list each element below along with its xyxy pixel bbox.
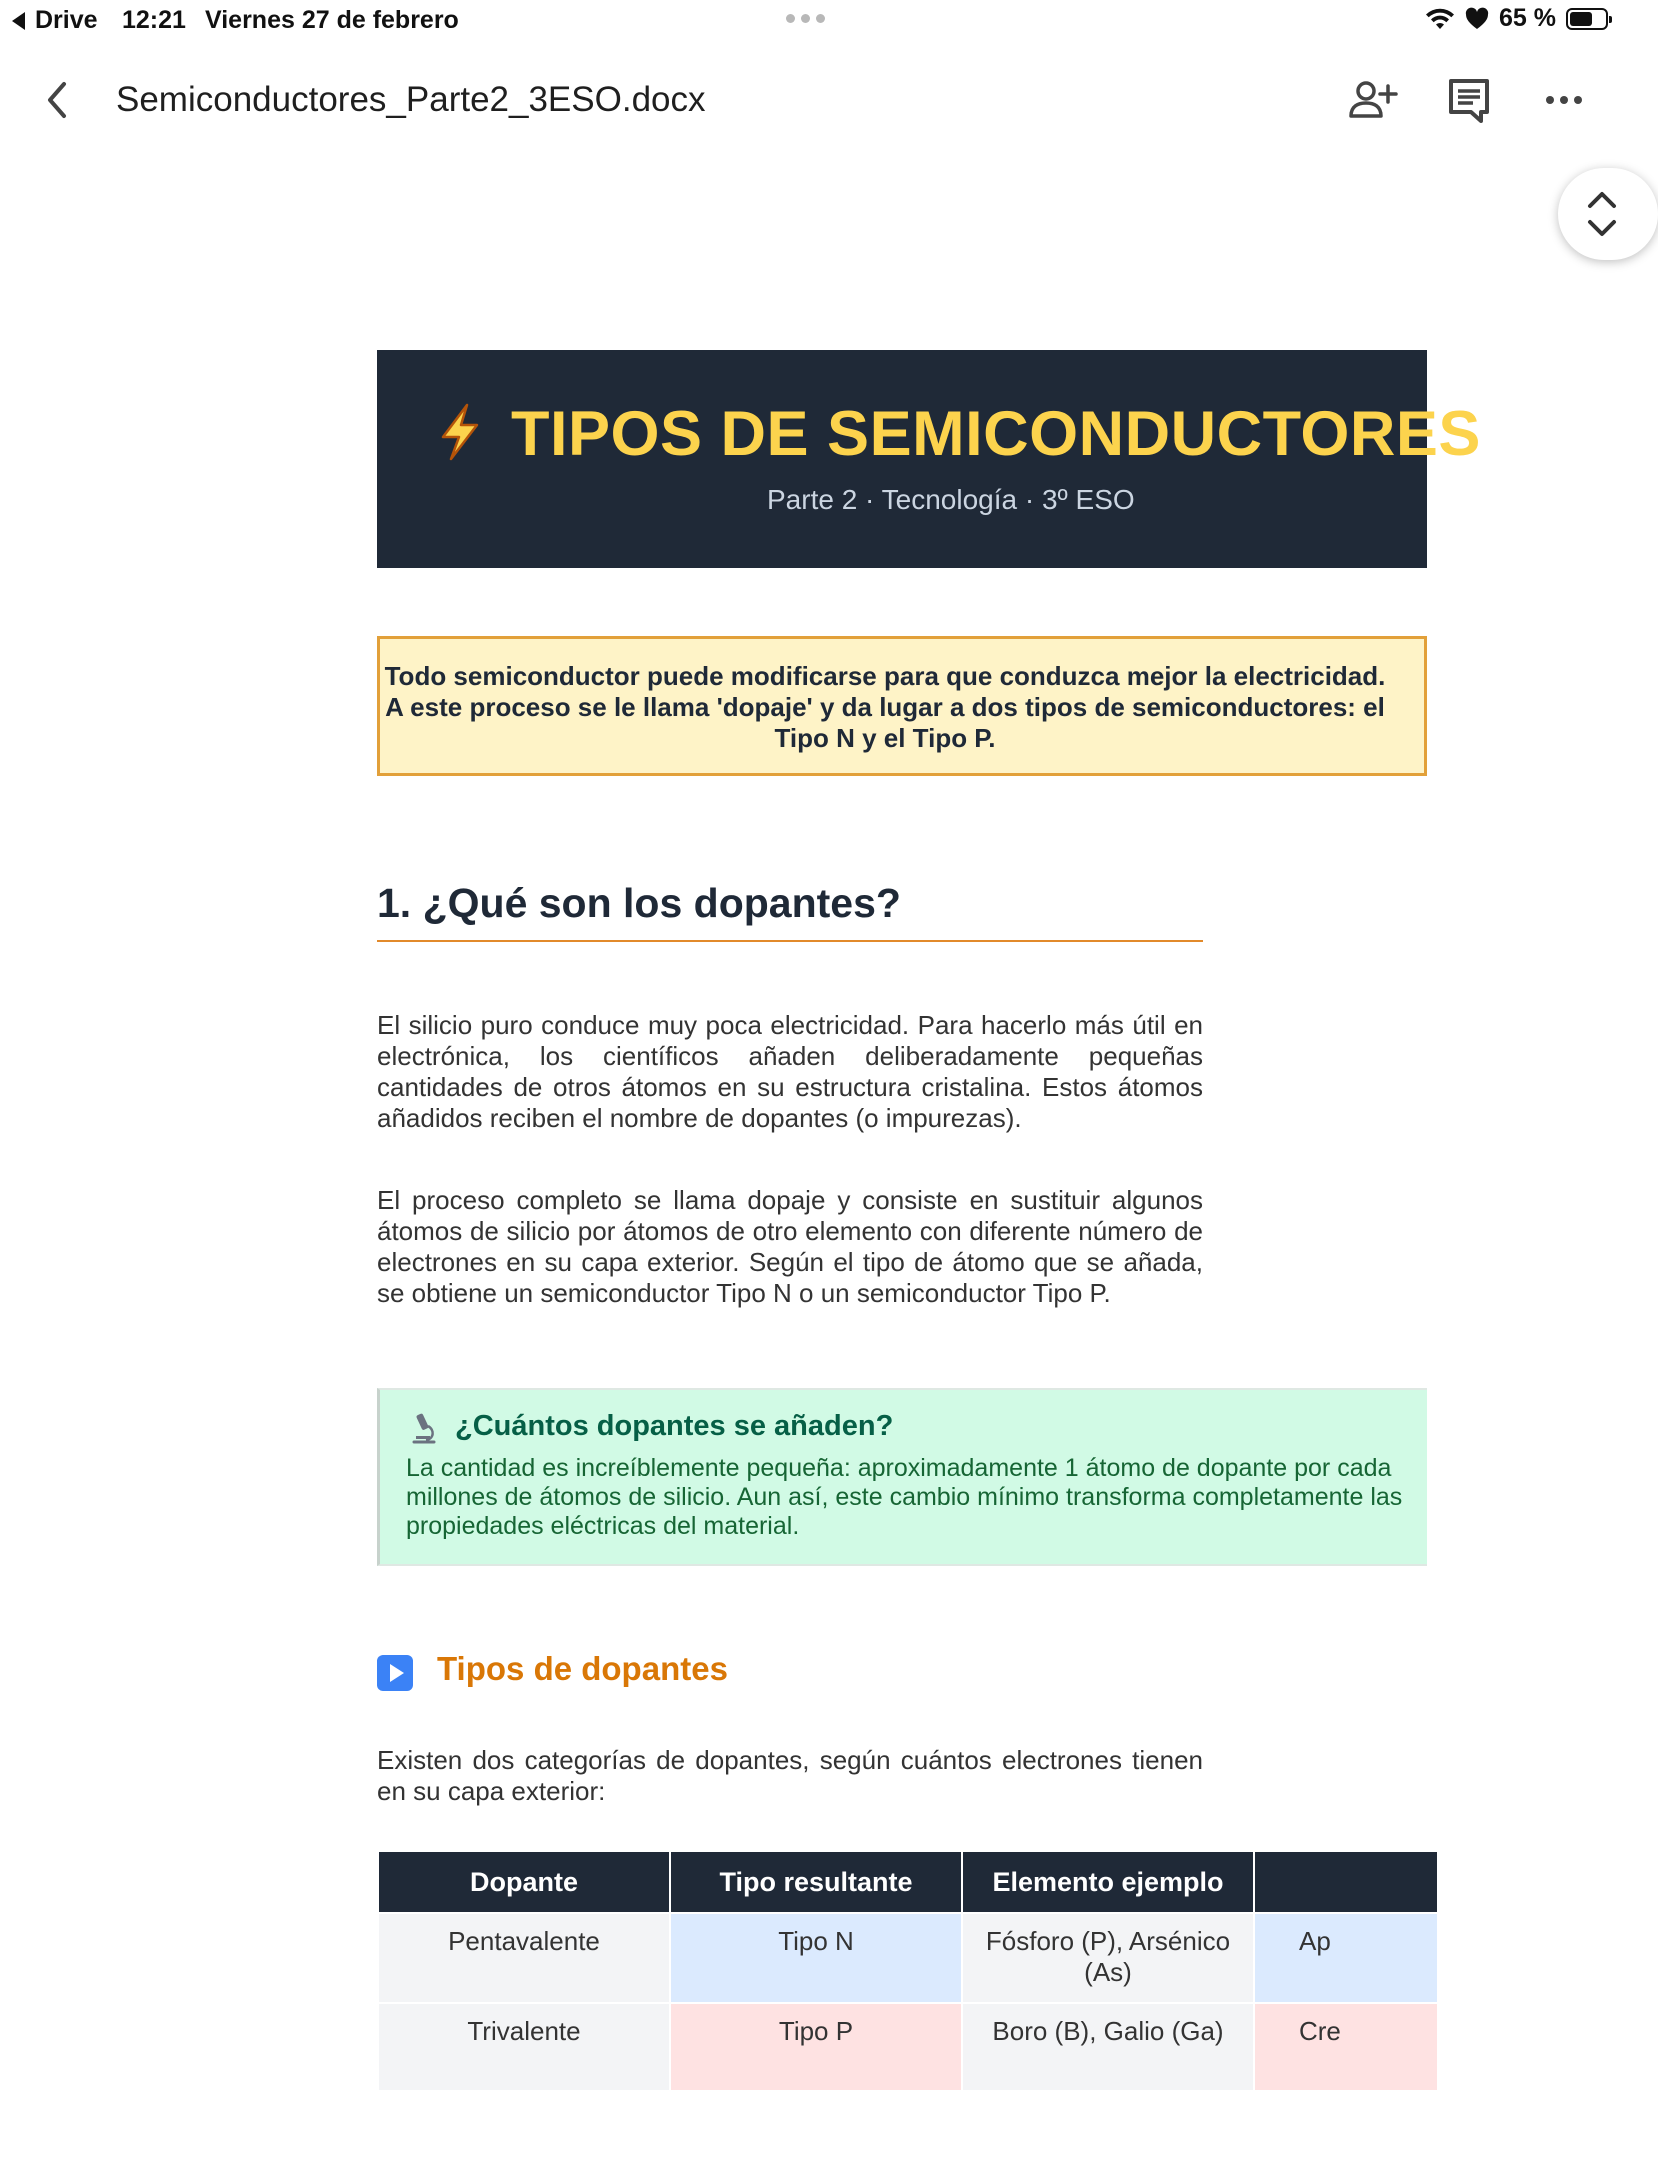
page-scroll-handle[interactable] (1558, 168, 1658, 260)
more-icon[interactable] (1538, 74, 1590, 126)
paragraph-dopaje: El proceso completo se llama dopaje y consiste en sustituir algunos átomos de silicio por átomos de otro elemento con diferente número de electrones en su capa exterior. Según el tipo de átomo que se añada, se obtiene un semiconductor Tipo N o un semiconductor Tipo P. (377, 1185, 1203, 1308)
table-row (378, 1913, 1438, 2003)
scroll-up-down-icon (1582, 184, 1622, 244)
banner-title-text: TIPOS DE SEMICONDUCTORES (511, 399, 1481, 469)
table-header: Dopante (378, 1851, 670, 1913)
info-note (377, 1388, 1427, 1566)
table-row (378, 2003, 1438, 2091)
back-app-label: Drive (35, 6, 98, 34)
doc-toolbar (0, 60, 1620, 140)
comment-icon[interactable] (1443, 74, 1495, 126)
title-banner (377, 350, 1481, 568)
add-person-icon[interactable] (1346, 74, 1398, 126)
table-cell: Tipo N (670, 1913, 962, 2003)
table-header: Tipo resultante (670, 1851, 962, 1913)
table-cell: Cre (1254, 2003, 1438, 2091)
table-cell: Trivalente (378, 2003, 670, 2091)
status-time: 12:21 (122, 6, 186, 34)
table-cell: Fósforo (P), Arsénico (As) (962, 1913, 1254, 2003)
banner-subtitle: Parte 2 · Tecnología · 3º ESO (767, 484, 1135, 515)
table-header: Elemento ejemplo (962, 1851, 1254, 1913)
battery-percent: 65 % (1499, 4, 1556, 32)
note-title: ¿Cuántos dopantes se añaden? (455, 1410, 894, 1442)
table-cell: Boro (B), Galio (Ga) (962, 2003, 1254, 2091)
document-page[interactable] (377, 350, 1481, 2160)
intro-callout (377, 636, 1427, 776)
document-title: Semiconductores_Parte2_3ESO.docx (116, 80, 706, 119)
table-header (1254, 1851, 1438, 1913)
subheading-tipos-dopantes: Tipos de dopantes (437, 1650, 728, 1687)
paragraph-categorias: Existen dos categorías de dopantes, según cuántos electrones tienen en su capa exterior: (377, 1745, 1203, 1806)
banner-title (437, 398, 1481, 470)
back-chevron-icon[interactable] (38, 78, 78, 122)
play-button-icon (377, 1655, 413, 1691)
heading-divider (377, 940, 1203, 942)
microscope-icon (408, 1412, 438, 1446)
heart-icon (1465, 8, 1489, 30)
back-to-app-link[interactable] (12, 6, 98, 35)
wifi-icon (1425, 7, 1455, 31)
dopant-types-table (377, 1850, 1439, 2092)
table-header-row (378, 1851, 1438, 1913)
lightning-bolt-icon (437, 403, 483, 461)
battery-icon (1566, 8, 1608, 30)
back-triangle-icon (12, 12, 25, 30)
status-right (1425, 4, 1608, 33)
status-bar (0, 0, 1620, 44)
intro-text: Todo semiconductor puede modificarse para que conduzca mejor la electricidad. A este proceso se le llama 'dopaje' y da lugar a dos tipos de semiconductores: el Tipo N y el Tipo P. (384, 661, 1386, 753)
table-cell: Tipo P (670, 2003, 962, 2091)
table-cell: Ap (1254, 1913, 1438, 2003)
status-date: Viernes 27 de febrero (205, 6, 459, 34)
table-cell: Pentavalente (378, 1913, 670, 2003)
multitask-dots-icon[interactable] (786, 14, 825, 23)
paragraph-silicio: El silicio puro conduce muy poca electricidad. Para hacerlo más útil en electrónica, los científicos añaden deliberadamente pequeñas cantidades de otros átomos en su estructura cristalina. Estos átomos añadidos reciben el nombre de dopantes (o impurezas). (377, 1010, 1203, 1133)
section-heading-dopantes: 1. ¿Qué son los dopantes? (377, 880, 901, 926)
note-text: La cantidad es increíblemente pequeña: aproximadamente 1 átomo de dopante por cada millones de átomos de silicio. Aun así, este cambio mínimo transforma completamente las propiedades eléctricas del material. (406, 1454, 1403, 1540)
